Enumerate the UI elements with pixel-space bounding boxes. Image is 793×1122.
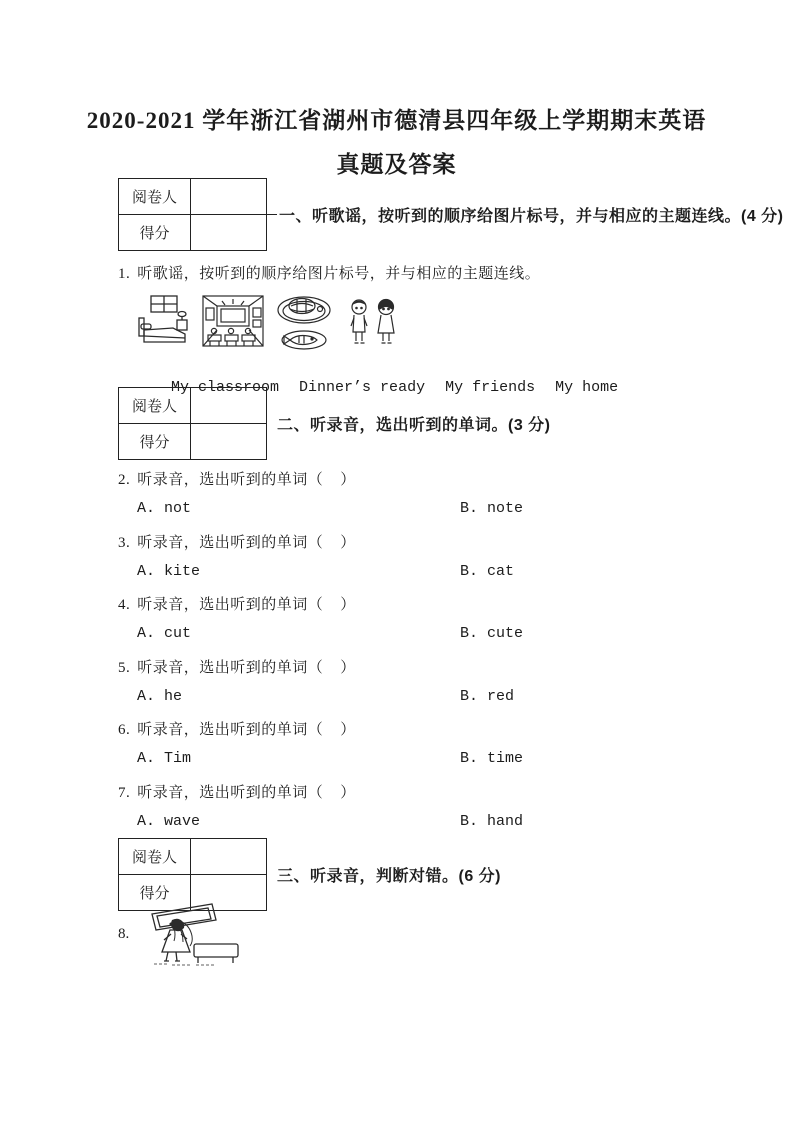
score-table-1 <box>118 178 267 251</box>
question-6-prompt: 听录音，选出听到的单词（ ） <box>137 722 356 738</box>
divider-line <box>267 214 277 215</box>
question-5-option-b: B. red <box>460 688 515 705</box>
question-7-number: 7. <box>118 785 131 801</box>
score-value-cell <box>191 424 266 459</box>
question-6 <box>118 718 738 768</box>
question-2 <box>118 468 738 518</box>
score-label: 得分 <box>119 424 191 459</box>
question-7 <box>118 781 738 831</box>
question-1-prompt: 听歌谣，按听到的顺序给图片标号，并与相应的主题连线。 <box>137 266 541 282</box>
page-title: 2020-2021 学年浙江省湖州市德清县四年级上学期期末英语 <box>86 108 707 133</box>
page-subtitle: 真题及答案 <box>336 152 457 177</box>
question-2-number: 2. <box>118 472 131 488</box>
score-label: 得分 <box>119 875 191 910</box>
theme-my-home: My home <box>555 379 619 396</box>
section-3-heading: 三、听录音，判断对错。(6 分) <box>277 868 502 885</box>
grader-value-cell <box>191 839 266 874</box>
dinner-food-image <box>277 294 333 354</box>
question-6-option-b: B. time <box>460 750 524 767</box>
question-1-line <box>118 262 540 283</box>
section-1-heading: 一、听歌谣，按听到的顺序给图片标号，并与相应的主题连线。(4 分) <box>279 208 784 225</box>
bedroom-my-home-image <box>137 294 189 354</box>
two-children-friends-image <box>346 294 400 354</box>
girl-carrying-painting-image <box>138 900 266 968</box>
question-2-option-a: A. not <box>137 500 192 517</box>
theme-dinners-ready: Dinner’s ready <box>299 379 426 396</box>
question-2-prompt: 听录音，选出听到的单词（ ） <box>137 472 356 488</box>
grader-label: 阅卷人 <box>119 388 191 423</box>
question-4 <box>118 593 738 643</box>
question-4-option-b: B. cute <box>460 625 524 642</box>
question-8-number: 8. <box>118 926 130 942</box>
question-7-option-a: A. wave <box>137 813 201 830</box>
question-2-option-b: B. note <box>460 500 524 517</box>
question-5-number: 5. <box>118 660 131 676</box>
classroom-image <box>202 294 264 354</box>
section-1-header <box>118 178 784 251</box>
question-4-prompt: 听录音，选出听到的单词（ ） <box>137 597 356 613</box>
question-5-option-a: A. he <box>137 688 183 705</box>
grader-label: 阅卷人 <box>119 839 191 874</box>
question-3-option-a: A. kite <box>137 563 201 580</box>
question-3-prompt: 听录音，选出听到的单词（ ） <box>137 535 356 551</box>
score-value-cell <box>191 215 266 250</box>
question-1-number: 1. <box>118 266 131 282</box>
question-3-number: 3. <box>118 535 131 551</box>
question-5 <box>118 656 738 706</box>
grader-value-cell <box>191 388 266 423</box>
score-label: 得分 <box>119 215 191 250</box>
grader-value-cell <box>191 179 266 214</box>
question-6-number: 6. <box>118 722 131 738</box>
question-4-option-a: A. cut <box>137 625 192 642</box>
score-table-2 <box>118 387 267 460</box>
question-3-option-b: B. cat <box>460 563 515 580</box>
theme-my-classroom: My classroom <box>171 379 280 396</box>
question-3 <box>118 531 738 581</box>
theme-my-friends: My friends <box>445 379 536 396</box>
question-7-prompt: 听录音，选出听到的单词（ ） <box>137 785 356 801</box>
question-7-option-b: B. hand <box>460 813 524 830</box>
section-2-heading: 二、听录音，选出听到的单词。(3 分) <box>277 417 551 434</box>
section-2-header <box>118 387 551 460</box>
grader-label: 阅卷人 <box>119 179 191 214</box>
question-6-option-a: A. Tim <box>137 750 192 767</box>
question-4-number: 4. <box>118 597 131 613</box>
question-5-prompt: 听录音，选出听到的单词（ ） <box>137 660 356 676</box>
question-1-images <box>137 294 400 354</box>
